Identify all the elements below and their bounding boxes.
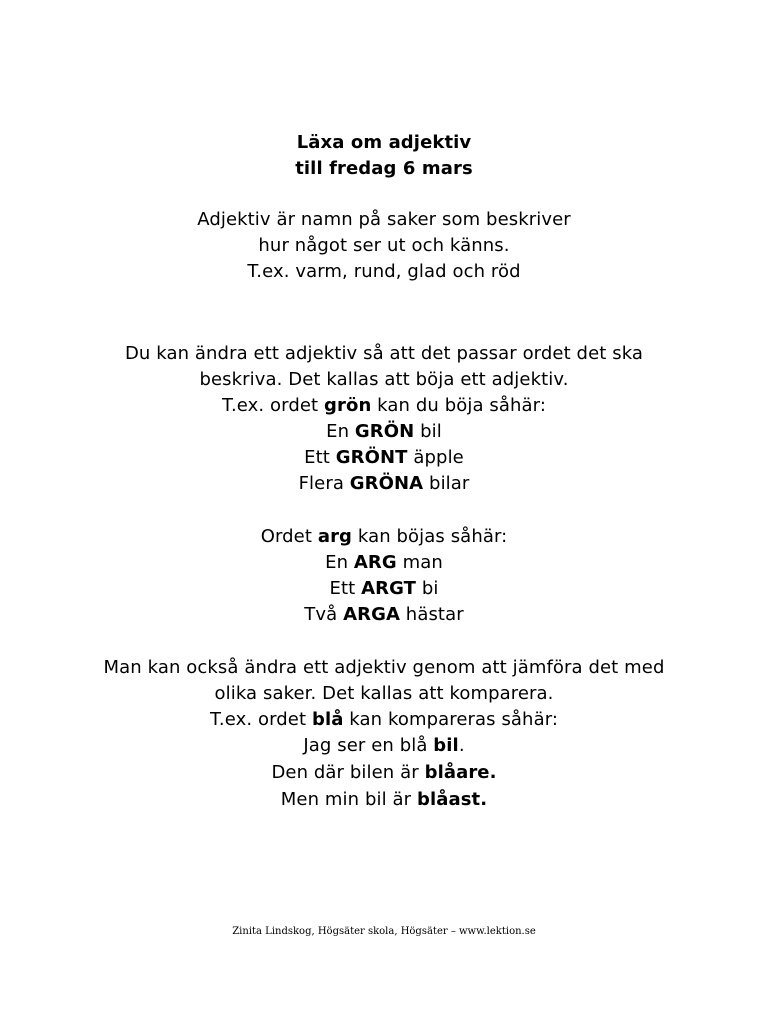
keyword: bil: [433, 735, 459, 756]
text: kan böjas såhär:: [352, 526, 508, 547]
arg-line-1: [0, 524, 768, 550]
arg-example-3: [0, 602, 768, 628]
text: Två: [304, 604, 344, 625]
text: kan kompareras såhär:: [343, 709, 559, 730]
text: Ordet: [260, 526, 318, 547]
bend-example-1: [0, 419, 768, 445]
keyword: ARGA: [343, 604, 400, 625]
text: man: [396, 552, 443, 573]
text: hästar: [399, 604, 464, 625]
text: Flera: [298, 473, 350, 494]
text: En: [326, 421, 355, 442]
intro-line-3: T.ex. varm, rund, glad och röd: [247, 261, 521, 282]
text: T.ex. ordet: [222, 395, 325, 416]
keyword: GRÖN: [354, 421, 415, 442]
keyword: grön: [324, 395, 372, 416]
text: äpple: [407, 447, 464, 468]
bend-line-3: [0, 393, 768, 419]
compare-line-3: [0, 707, 768, 733]
bend-example-2: [0, 445, 768, 471]
keyword: ARG: [353, 552, 397, 573]
text: Ett: [304, 447, 336, 468]
text: bi: [416, 578, 439, 599]
text: bil: [414, 421, 442, 442]
text: kan du böja såhär:: [371, 395, 546, 416]
text: Den där bilen är: [271, 762, 425, 783]
bend-example-3: [0, 471, 768, 497]
text: .: [458, 735, 465, 756]
bend-line-2: beskriva. Det kallas att böja ett adjektiv.: [199, 369, 569, 390]
intro-line-2: hur något ser ut och känns.: [258, 235, 510, 256]
bend-line-1: Du kan ändra ett adjektiv så att det passar ordet det ska: [124, 343, 644, 364]
keyword: blåast.: [416, 789, 488, 810]
arg-example-2: [0, 576, 768, 602]
text: En: [325, 552, 354, 573]
compare-example-2: [0, 760, 768, 786]
text: T.ex. ordet: [209, 709, 312, 730]
text: Ett: [329, 578, 362, 599]
intro-line-1: Adjektiv är namn på saker som beskriver: [197, 209, 571, 230]
keyword: blåare.: [424, 762, 497, 783]
compare-line-2: olika saker. Det kallas att komparera.: [214, 683, 554, 704]
title-line-1: Läxa om adjektiv: [296, 132, 472, 153]
text: Men min bil är: [280, 789, 417, 810]
compare-example-3: [0, 787, 768, 813]
keyword: ARGT: [361, 578, 417, 599]
title-line-2: till fredag 6 mars: [295, 158, 473, 179]
text: bilar: [423, 473, 470, 494]
keyword: blå: [311, 709, 344, 730]
footer: Zinita Lindskog, Högsäter skola, Högsäter – www.lektion.se: [232, 926, 536, 937]
compare-line-1: Man kan också ändra ett adjektiv genom att jämföra det med: [103, 657, 665, 678]
text: Jag ser en blå: [303, 735, 434, 756]
keyword: GRÖNA: [349, 473, 424, 494]
arg-example-1: [0, 550, 768, 576]
compare-example-1: [0, 733, 768, 759]
keyword: arg: [317, 526, 353, 547]
keyword: GRÖNT: [335, 447, 408, 468]
